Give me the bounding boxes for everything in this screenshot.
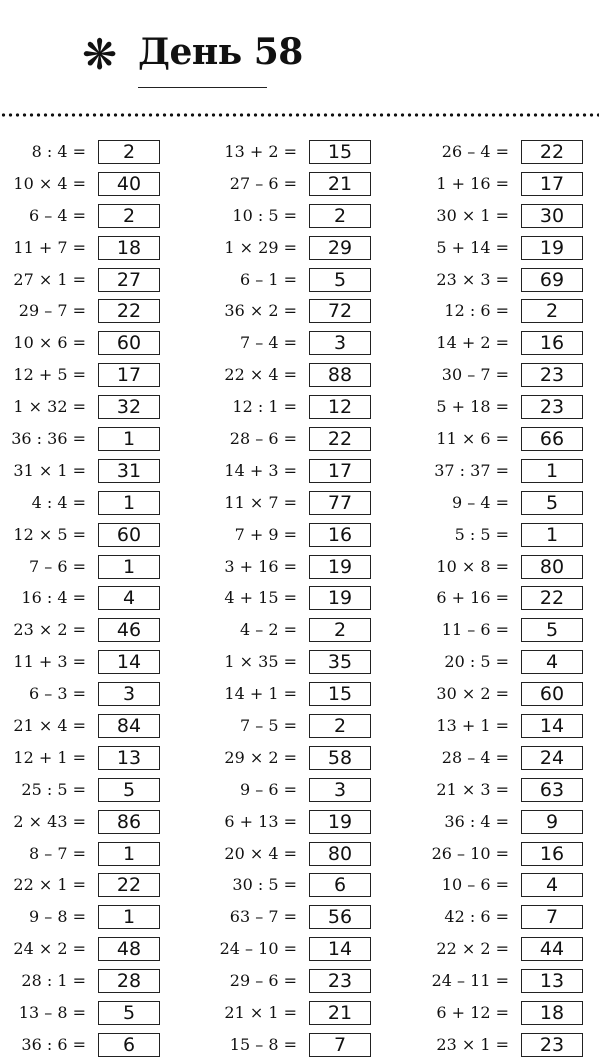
exercise-expression: 21 × 1 =	[224, 1003, 297, 1023]
answer-box[interactable]: 19	[521, 236, 583, 260]
answer-box[interactable]: 2	[309, 204, 371, 228]
exercise-expression: 10 × 4 =	[13, 173, 86, 193]
exercise-expression: 14 + 1 =	[224, 684, 297, 704]
exercise-expression: 28 – 6 =	[229, 429, 297, 449]
answer-box[interactable]: 66	[521, 427, 583, 451]
answer-box[interactable]: 80	[309, 842, 371, 866]
answer-box[interactable]: 5	[309, 268, 371, 292]
exercise-expression: 21 × 4 =	[13, 716, 86, 736]
exercise-row	[211, 456, 411, 488]
exercise-expression: 9 – 8 =	[28, 907, 86, 927]
answer-box[interactable]: 13	[521, 969, 583, 993]
exercise-expression: 4 – 2 =	[239, 620, 297, 640]
exercise-row	[422, 934, 599, 966]
exercise-expression: 6 – 3 =	[28, 684, 86, 704]
answer-box[interactable]: 23	[309, 969, 371, 993]
answer-box[interactable]: 16	[309, 523, 371, 547]
exercise-row	[0, 615, 200, 647]
answer-box[interactable]: 12	[309, 395, 371, 419]
exercise-expression: 1 + 16 =	[436, 173, 509, 193]
exercise-row	[211, 296, 411, 328]
exercise-expression: 7 – 6 =	[28, 556, 86, 576]
answer-box[interactable]: 2	[309, 714, 371, 738]
answer-box[interactable]: 5	[521, 618, 583, 642]
answer-box[interactable]: 23	[521, 363, 583, 387]
exercise-row	[0, 328, 200, 360]
answer-box[interactable]: 14	[521, 714, 583, 738]
exercise-expression: 12 + 1 =	[13, 747, 86, 767]
answer-box[interactable]: 21	[309, 172, 371, 196]
exercise-row	[211, 1030, 411, 1062]
answer-box[interactable]: 3	[98, 682, 160, 706]
answer-box[interactable]: 2	[521, 299, 583, 323]
exercise-expression: 2 × 43 =	[13, 811, 86, 831]
exercise-expression: 7 – 5 =	[239, 716, 297, 736]
exercise-expression: 1 × 32 =	[13, 397, 86, 417]
exercise-expression: 24 – 11 =	[431, 971, 509, 991]
answer-box[interactable]: 1	[521, 459, 583, 483]
answer-box[interactable]: 88	[309, 363, 371, 387]
exercise-expression: 30 × 1 =	[436, 205, 509, 225]
exercise-row	[0, 137, 200, 169]
exercise-row	[0, 934, 200, 966]
exercise-row	[0, 902, 200, 934]
exercise-row	[422, 233, 599, 265]
exercise-row	[211, 679, 411, 711]
answer-box[interactable]: 31	[98, 459, 160, 483]
exercise-expression: 23 × 2 =	[13, 620, 86, 640]
exercise-expression: 13 + 1 =	[436, 716, 509, 736]
exercise-expression: 11 × 6 =	[436, 429, 509, 449]
answer-box[interactable]: 14	[98, 650, 160, 674]
exercise-expression: 12 + 5 =	[13, 365, 86, 385]
answer-box[interactable]: 17	[521, 172, 583, 196]
exercise-expression: 36 : 6 =	[21, 1034, 86, 1054]
answer-box[interactable]: 60	[98, 523, 160, 547]
exercise-row	[422, 679, 599, 711]
answer-box[interactable]: 58	[309, 746, 371, 770]
exercise-expression: 36 : 4 =	[444, 811, 509, 831]
answer-box[interactable]: 44	[521, 937, 583, 961]
answer-box[interactable]: 9	[521, 810, 583, 834]
exercise-row	[211, 839, 411, 871]
exercise-row	[211, 870, 411, 902]
answer-box[interactable]: 13	[98, 746, 160, 770]
exercise-expression: 3 + 16 =	[224, 556, 297, 576]
answer-box[interactable]: 29	[309, 236, 371, 260]
exercise-row	[422, 583, 599, 615]
exercise-expression: 4 + 15 =	[224, 588, 297, 608]
exercise-row	[422, 839, 599, 871]
answer-box[interactable]: 4	[98, 586, 160, 610]
answer-box[interactable]: 23	[521, 395, 583, 419]
exercise-row	[422, 360, 599, 392]
exercise-row	[0, 296, 200, 328]
exercise-row	[422, 296, 599, 328]
exercise-expression: 26 – 10 =	[431, 843, 509, 863]
exercise-expression: 8 – 7 =	[28, 843, 86, 863]
exercise-expression: 7 – 4 =	[239, 333, 297, 353]
page-title: День 58	[138, 31, 303, 73]
answer-box[interactable]: 18	[98, 236, 160, 260]
answer-box[interactable]: 14	[309, 937, 371, 961]
exercise-row	[422, 552, 599, 584]
exercise-row	[0, 201, 200, 233]
exercise-expression: 6 + 16 =	[436, 588, 509, 608]
answer-box[interactable]: 22	[98, 873, 160, 897]
exercise-row	[422, 870, 599, 902]
exercise-row	[211, 807, 411, 839]
exercise-row	[0, 360, 200, 392]
exercise-row	[211, 424, 411, 456]
exercise-expression: 7 + 9 =	[234, 524, 297, 544]
exercise-expression: 29 × 2 =	[224, 747, 297, 767]
exercise-row	[0, 1030, 200, 1062]
exercise-expression: 22 × 2 =	[436, 939, 509, 959]
answer-box[interactable]: 1	[98, 491, 160, 515]
exercise-row	[422, 647, 599, 679]
exercise-expression: 14 + 2 =	[436, 333, 509, 353]
exercise-expression: 6 – 1 =	[239, 269, 297, 289]
answer-box[interactable]: 22	[521, 140, 583, 164]
exercise-expression: 23 × 1 =	[436, 1034, 509, 1054]
exercise-row	[422, 520, 599, 552]
exercise-row	[211, 265, 411, 297]
exercise-expression: 24 – 10 =	[219, 939, 297, 959]
answer-box[interactable]: 56	[309, 905, 371, 929]
answer-box[interactable]: 86	[98, 810, 160, 834]
exercise-row	[211, 583, 411, 615]
answer-box[interactable]: 32	[98, 395, 160, 419]
exercise-row	[0, 265, 200, 297]
exercise-expression: 26 – 4 =	[441, 142, 509, 161]
exercise-expression: 10 – 6 =	[441, 875, 509, 895]
exercise-row	[211, 711, 411, 743]
exercise-expression: 10 × 6 =	[13, 333, 86, 353]
answer-box[interactable]: 1	[521, 523, 583, 547]
answer-box[interactable]: 6	[98, 1033, 160, 1057]
exercise-row	[211, 233, 411, 265]
answer-box[interactable]: 22	[98, 299, 160, 323]
exercise-expression: 30 × 2 =	[436, 684, 509, 704]
exercise-expression: 29 – 6 =	[229, 971, 297, 991]
answer-box[interactable]: 46	[98, 618, 160, 642]
exercise-expression: 1 × 35 =	[224, 652, 297, 672]
exercise-row	[0, 583, 200, 615]
answer-box[interactable]: 60	[98, 331, 160, 355]
exercise-expression: 5 : 5 =	[454, 524, 509, 544]
exercise-row	[211, 520, 411, 552]
exercise-expression: 12 : 1 =	[232, 397, 297, 417]
answer-box[interactable]: 69	[521, 268, 583, 292]
exercise-expression: 28 : 1 =	[21, 971, 86, 991]
exercise-row	[0, 552, 200, 584]
exercise-row	[422, 137, 599, 169]
answer-box[interactable]: 80	[521, 555, 583, 579]
exercise-row	[211, 552, 411, 584]
exercise-expression: 12 × 5 =	[13, 524, 86, 544]
answer-box[interactable]: 1	[98, 905, 160, 929]
exercise-expression: 31 × 1 =	[13, 460, 86, 480]
answer-box[interactable]: 7	[309, 1033, 371, 1057]
answer-box[interactable]: 24	[521, 746, 583, 770]
answer-box[interactable]: 3	[309, 778, 371, 802]
exercise-row	[0, 807, 200, 839]
exercise-row	[211, 392, 411, 424]
exercise-row	[0, 743, 200, 775]
exercise-row	[0, 520, 200, 552]
answer-box[interactable]: 16	[521, 331, 583, 355]
exercise-row	[422, 169, 599, 201]
exercise-row	[0, 839, 200, 871]
exercise-expression: 11 + 7 =	[13, 237, 86, 257]
asterisk-flower-icon: ❋	[82, 30, 118, 79]
exercise-expression: 21 × 3 =	[436, 779, 509, 799]
column-2	[211, 137, 411, 1062]
answer-box[interactable]: 2	[98, 204, 160, 228]
answer-box[interactable]: 22	[309, 427, 371, 451]
exercise-expression: 4 : 4 =	[31, 492, 86, 512]
exercise-row	[0, 647, 200, 679]
exercise-row	[0, 966, 200, 998]
answer-box[interactable]: 6	[309, 873, 371, 897]
exercise-expression: 1 × 29 =	[224, 237, 297, 257]
exercise-row	[211, 775, 411, 807]
exercise-expression: 25 : 5 =	[21, 779, 86, 799]
exercise-row	[211, 615, 411, 647]
answer-box[interactable]: 48	[98, 937, 160, 961]
answer-box[interactable]: 30	[521, 204, 583, 228]
exercise-row	[422, 392, 599, 424]
exercise-expression: 6 – 4 =	[28, 205, 86, 225]
answer-box[interactable]: 1	[98, 427, 160, 451]
exercise-row	[422, 807, 599, 839]
answer-box[interactable]: 1	[98, 842, 160, 866]
exercise-expression: 14 + 3 =	[224, 460, 297, 480]
column-1	[0, 137, 200, 1062]
exercise-expression: 24 × 2 =	[13, 939, 86, 959]
exercise-expression: 5 + 18 =	[436, 397, 509, 417]
answer-box[interactable]: 17	[309, 459, 371, 483]
exercise-row	[422, 328, 599, 360]
exercise-expression: 63 – 7 =	[229, 907, 297, 927]
answer-box[interactable]: 77	[309, 491, 371, 515]
answer-box[interactable]: 19	[309, 555, 371, 579]
exercise-expression: 11 + 3 =	[13, 652, 86, 672]
exercise-expression: 9 – 4 =	[451, 492, 509, 512]
answer-box[interactable]: 18	[521, 1001, 583, 1025]
exercise-expression: 10 : 5 =	[232, 205, 297, 225]
exercise-row	[211, 966, 411, 998]
exercise-expression: 10 × 8 =	[436, 556, 509, 576]
exercise-expression: 11 × 7 =	[224, 492, 297, 512]
exercise-row	[422, 711, 599, 743]
exercise-expression: 30 : 5 =	[232, 875, 297, 895]
exercise-row	[211, 488, 411, 520]
exercise-row	[0, 169, 200, 201]
exercise-row	[422, 743, 599, 775]
exercise-row	[422, 265, 599, 297]
exercise-row	[0, 233, 200, 265]
exercise-expression: 20 × 4 =	[224, 843, 297, 863]
exercise-row	[0, 392, 200, 424]
exercise-row	[422, 775, 599, 807]
exercise-row	[422, 424, 599, 456]
answer-box[interactable]: 17	[98, 363, 160, 387]
exercise-row	[0, 870, 200, 902]
answer-box[interactable]: 5	[98, 1001, 160, 1025]
exercise-expression: 20 : 5 =	[444, 652, 509, 672]
answer-box[interactable]: 5	[98, 778, 160, 802]
exercise-expression: 27 – 6 =	[229, 173, 297, 193]
answer-box[interactable]: 27	[98, 268, 160, 292]
answer-box[interactable]: 4	[521, 650, 583, 674]
exercise-row	[211, 647, 411, 679]
exercise-expression: 6 + 13 =	[224, 811, 297, 831]
answer-box[interactable]: 35	[309, 650, 371, 674]
exercise-row	[0, 679, 200, 711]
answer-box[interactable]: 60	[521, 682, 583, 706]
exercise-row	[211, 934, 411, 966]
exercise-row	[0, 488, 200, 520]
answer-box[interactable]: 15	[309, 682, 371, 706]
exercise-expression: 13 – 8 =	[18, 1003, 86, 1023]
answer-box[interactable]: 2	[98, 140, 160, 164]
exercise-expression: 16 : 4 =	[21, 588, 86, 608]
answer-box[interactable]: 5	[521, 491, 583, 515]
exercise-row	[422, 615, 599, 647]
column-3	[422, 137, 599, 1062]
exercise-row	[422, 902, 599, 934]
answer-box[interactable]: 28	[98, 969, 160, 993]
exercise-row	[0, 998, 200, 1030]
exercise-expression: 29 – 7 =	[18, 301, 86, 321]
exercise-row	[211, 169, 411, 201]
answer-box[interactable]: 15	[309, 140, 371, 164]
exercise-expression: 22 × 4 =	[224, 365, 297, 385]
answer-box[interactable]: 23	[521, 1033, 583, 1057]
answer-box[interactable]: 19	[309, 586, 371, 610]
exercise-expression: 27 × 1 =	[13, 269, 86, 289]
answer-box[interactable]: 1	[98, 555, 160, 579]
exercise-expression: 30 – 7 =	[441, 365, 509, 385]
exercise-expression: 23 × 3 =	[436, 269, 509, 289]
exercise-expression: 22 × 1 =	[13, 875, 86, 895]
exercise-row	[0, 775, 200, 807]
exercise-expression: 15 – 8 =	[229, 1034, 297, 1054]
answer-box[interactable]: 21	[309, 1001, 371, 1025]
exercise-expression: 11 – 6 =	[441, 620, 509, 640]
exercise-row	[211, 998, 411, 1030]
exercise-expression: 8 : 4 =	[31, 142, 86, 161]
exercise-row	[211, 137, 411, 169]
exercise-expression: 6 + 12 =	[436, 1003, 509, 1023]
exercise-row	[211, 201, 411, 233]
answer-box[interactable]: 63	[521, 778, 583, 802]
answer-box[interactable]: 19	[309, 810, 371, 834]
exercise-row	[211, 743, 411, 775]
exercise-row	[211, 360, 411, 392]
exercise-expression: 36 × 2 =	[224, 301, 297, 321]
answer-box[interactable]: 72	[309, 299, 371, 323]
exercise-expression: 36 : 36 =	[11, 429, 86, 449]
exercise-row	[422, 966, 599, 998]
answer-box[interactable]: 84	[98, 714, 160, 738]
exercise-row	[211, 902, 411, 934]
answer-box[interactable]: 4	[521, 873, 583, 897]
answer-box[interactable]: 16	[521, 842, 583, 866]
answer-box[interactable]: 3	[309, 331, 371, 355]
exercise-row	[422, 998, 599, 1030]
answer-box[interactable]: 22	[521, 586, 583, 610]
answer-box[interactable]: 2	[309, 618, 371, 642]
exercise-row	[0, 424, 200, 456]
answer-box[interactable]: 40	[98, 172, 160, 196]
exercise-expression: 13 + 2 =	[224, 142, 297, 161]
exercise-row	[422, 1030, 599, 1062]
answer-box[interactable]: 7	[521, 905, 583, 929]
exercise-row	[422, 201, 599, 233]
exercise-row	[422, 456, 599, 488]
exercise-expression: 12 : 6 =	[444, 301, 509, 321]
exercise-expression: 42 : 6 =	[444, 907, 509, 927]
exercise-row	[422, 488, 599, 520]
exercise-expression: 5 + 14 =	[436, 237, 509, 257]
exercise-expression: 28 – 4 =	[441, 747, 509, 767]
exercise-row	[0, 456, 200, 488]
exercise-row	[0, 711, 200, 743]
exercise-expression: 37 : 37 =	[434, 460, 509, 480]
exercise-expression: 9 – 6 =	[239, 779, 297, 799]
exercise-row	[211, 328, 411, 360]
